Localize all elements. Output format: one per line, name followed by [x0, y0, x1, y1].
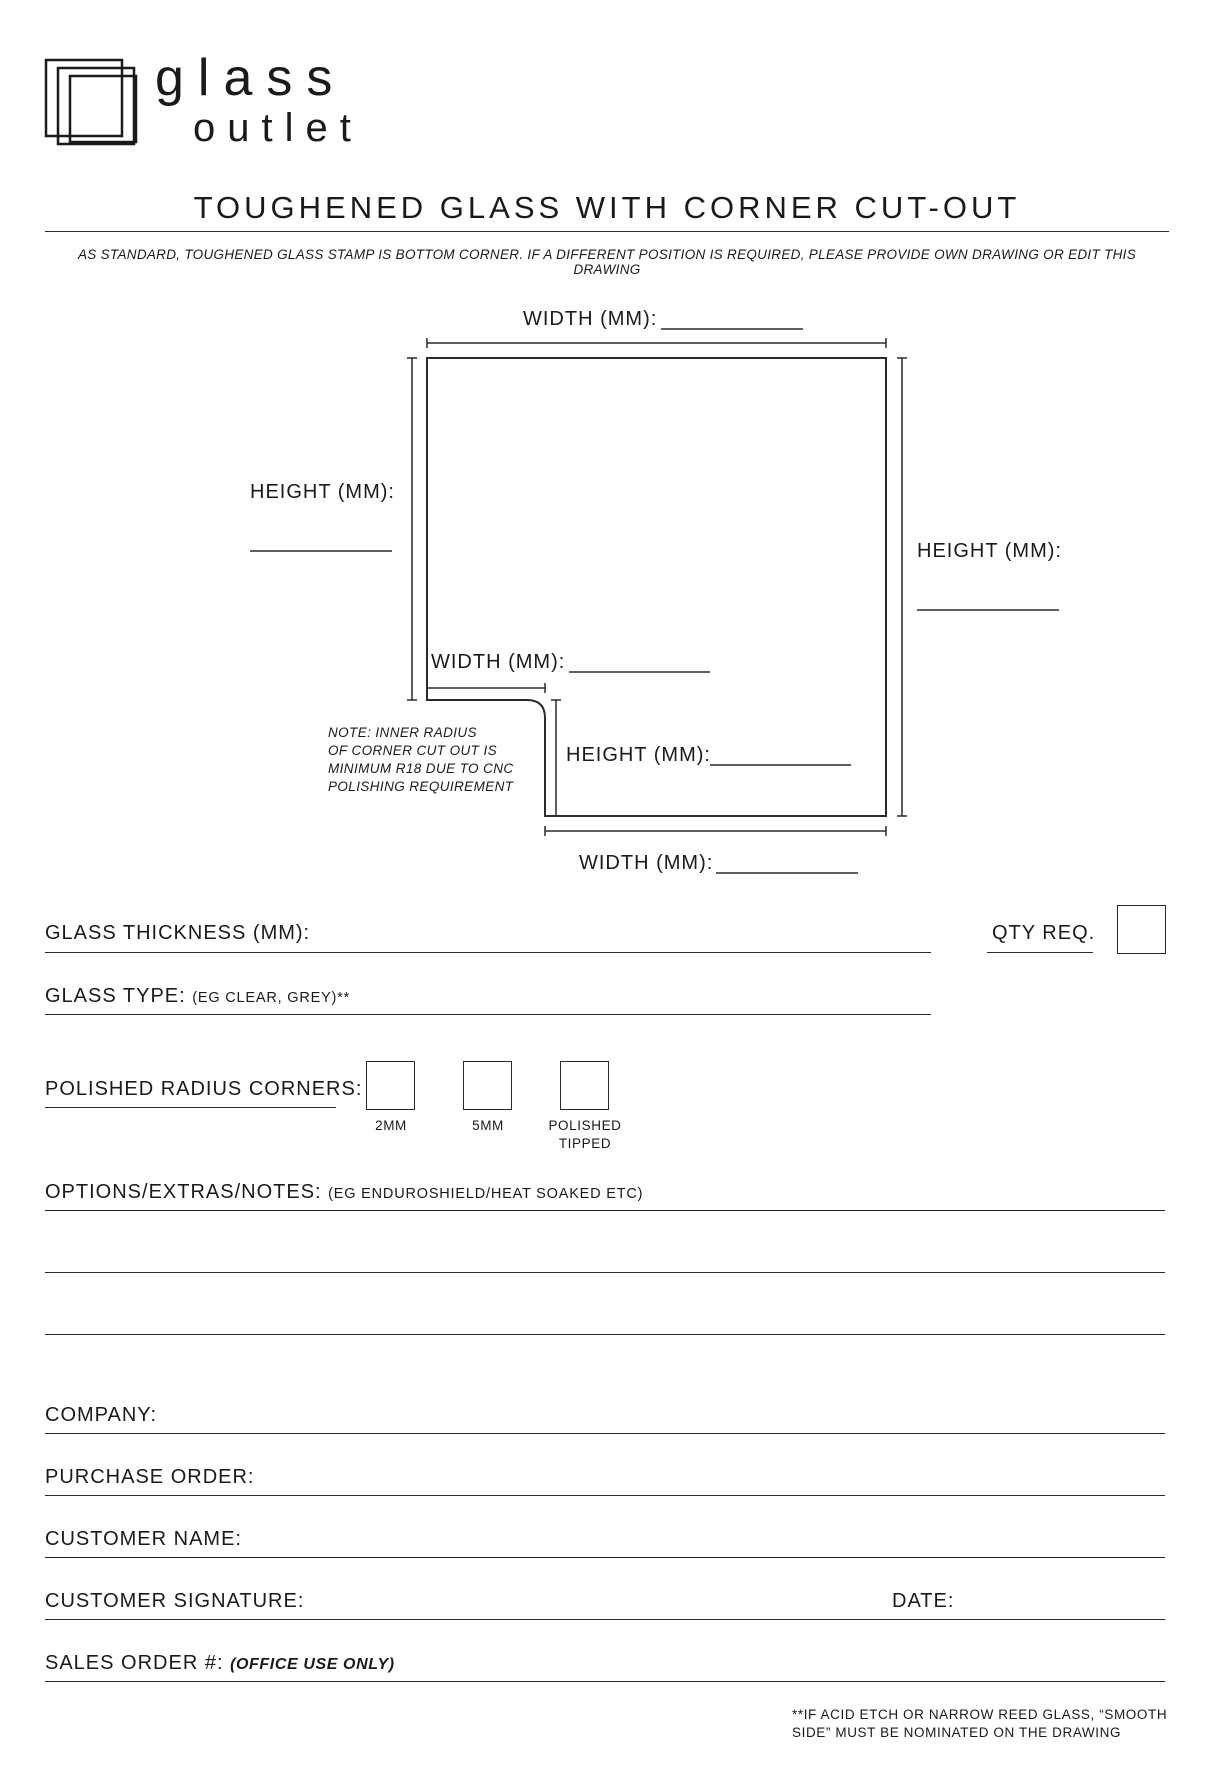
polished-text: POLISHED — [548, 1118, 622, 1133]
cutout-radius-note — [328, 724, 514, 796]
cutout-width-dimension — [427, 683, 545, 693]
logo-mark-icon — [46, 60, 136, 144]
radius-5mm-checkbox[interactable] — [463, 1061, 512, 1110]
top-width-dimension — [427, 338, 886, 348]
cutout-width-label: WIDTH (MM): — [431, 651, 566, 673]
tipped-text: TIPPED — [558, 1136, 612, 1151]
left-height-label: HEIGHT (MM): — [250, 481, 395, 503]
bottom-width-dimension — [545, 826, 886, 836]
options-line-3[interactable] — [45, 1334, 1165, 1335]
sales-order-hint: (OFFICE USE ONLY) — [230, 1656, 395, 1673]
radius-5mm-label: 5MM — [472, 1118, 504, 1133]
sales-order-label — [45, 1652, 395, 1675]
stamp-instruction: AS STANDARD, TOUGHENED GLASS STAMP IS BOTTOM CORNER. IF A DIFFERENT POSITION IS REQUIRED, PLEASE PROVIDE OWN DRAWING OR EDIT THIS DRAWING — [77, 247, 1137, 277]
footnote — [792, 1706, 1167, 1742]
signature-date-field[interactable] — [45, 1619, 1165, 1620]
logo-wordmark-glass: glass — [155, 49, 347, 107]
customer-name-label: CUSTOMER NAME: — [45, 1528, 242, 1550]
options-line-1[interactable] — [45, 1210, 1165, 1211]
radius-2mm-label: 2MM — [375, 1118, 407, 1133]
company-field[interactable] — [45, 1433, 1165, 1434]
sales-order-text: SALES ORDER #: — [45, 1652, 224, 1674]
radius-corners-underline — [45, 1107, 336, 1108]
glass-type-text: GLASS TYPE: — [45, 985, 186, 1007]
radius-2mm-checkbox[interactable] — [366, 1061, 415, 1110]
polished-tipped-checkbox[interactable] — [560, 1061, 609, 1110]
glass-thickness-field[interactable] — [45, 952, 931, 953]
title-rule — [45, 231, 1169, 232]
note-line: OF CORNER CUT OUT IS — [328, 743, 498, 758]
options-hint: (EG ENDUROSHIELD/HEAT SOAKED ETC) — [328, 1186, 644, 1202]
company-label: COMPANY: — [45, 1404, 158, 1426]
purchase-order-field[interactable] — [45, 1495, 1165, 1496]
right-height-label: HEIGHT (MM): — [917, 540, 1062, 562]
purchase-order-label: PURCHASE ORDER: — [45, 1466, 255, 1488]
radius-corners-label: POLISHED RADIUS CORNERS: — [45, 1078, 363, 1100]
sales-order-field[interactable] — [45, 1681, 1165, 1682]
qty-label: QTY REQ. — [992, 922, 1096, 944]
right-height-dimension — [897, 358, 907, 816]
footnote-line: **IF ACID ETCH OR NARROW REED GLASS, “SMOOTH — [792, 1707, 1168, 1722]
note-line: NOTE: INNER RADIUS — [328, 725, 477, 740]
cutout-height-dimension — [551, 700, 561, 816]
note-line: POLISHING REQUIREMENT — [328, 779, 514, 794]
qty-underline — [987, 952, 1093, 953]
glass-type-field[interactable] — [45, 1014, 931, 1015]
qty-input-box[interactable] — [1117, 905, 1166, 954]
customer-name-field[interactable] — [45, 1557, 1165, 1558]
customer-signature-label: CUSTOMER SIGNATURE: — [45, 1590, 305, 1612]
footnote-line: SIDE” MUST BE NOMINATED ON THE DRAWING — [792, 1725, 1122, 1740]
top-width-label: WIDTH (MM): — [523, 308, 658, 330]
options-label — [45, 1181, 643, 1204]
polished-tipped-label — [540, 1117, 630, 1153]
glass-thickness-label: GLASS THICKNESS (MM): — [45, 922, 311, 944]
options-text: OPTIONS/EXTRAS/NOTES: — [45, 1181, 322, 1203]
bottom-width-label: WIDTH (MM): — [579, 852, 714, 874]
glass-type-hint: (EG CLEAR, GREY)** — [192, 990, 351, 1006]
cutout-height-label: HEIGHT (MM): — [566, 744, 711, 766]
note-line: MINIMUM R18 DUE TO CNC — [328, 761, 514, 776]
glass-type-label — [45, 985, 350, 1008]
date-label: DATE: — [892, 1590, 955, 1612]
left-height-dimension — [407, 358, 417, 700]
options-line-2[interactable] — [45, 1272, 1165, 1273]
logo-wordmark-outlet: outlet — [193, 106, 363, 150]
page-title: TOUGHENED GLASS WITH CORNER CUT-OUT — [193, 190, 1021, 225]
